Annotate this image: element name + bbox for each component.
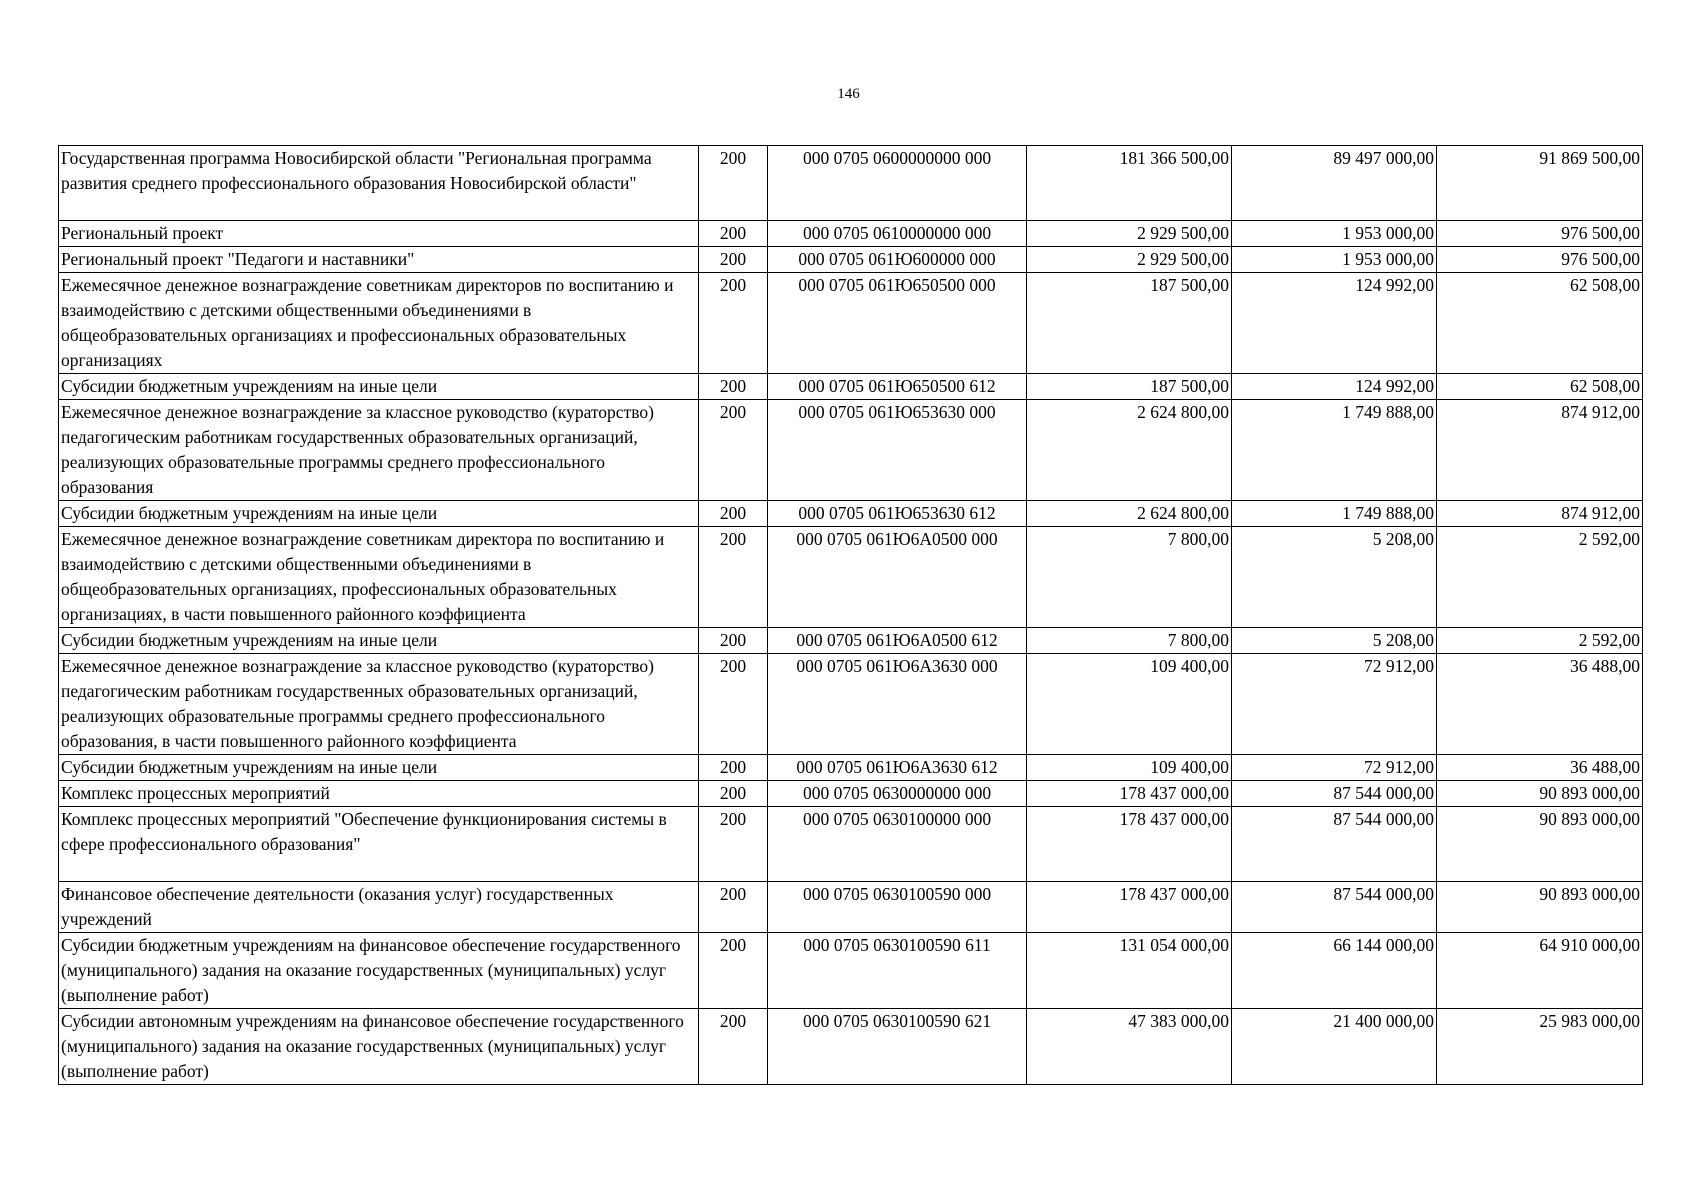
row-classification-code: 000 0705 0630100590 611: [768, 933, 1027, 1009]
row-classification-code: 000 0705 0630000000 000: [768, 781, 1027, 807]
row-sum-3: 90 893 000,00: [1437, 882, 1643, 933]
row-sum-2: 87 544 000,00: [1232, 882, 1437, 933]
row-sum-1: 187 500,00: [1027, 374, 1232, 400]
row-sum-3: 976 500,00: [1437, 221, 1643, 247]
row-code: 200: [699, 628, 768, 654]
row-name: Государственная программа Новосибирской области "Региональная программа развития среднего профессионального образования Новосибирской области": [59, 146, 699, 221]
row-name: Ежемесячное денежное вознаграждение советникам директора по воспитанию и взаимодействию с детскими общественными объединениями в общеобразовательных организациях, профессиональных образовательных организациях, в части повышенного районного коэффициента: [59, 527, 699, 628]
row-name: Субсидии бюджетным учреждениям на финансовое обеспечение государственного (муниципального) задания на оказание государственных (муниципальных) услуг (выполнение работ): [59, 933, 699, 1009]
row-code: 200: [699, 654, 768, 755]
page-number: 146: [837, 86, 860, 102]
table-row: [59, 527, 1643, 628]
row-classification-code: 000 0705 0610000000 000: [768, 221, 1027, 247]
row-name: Региональный проект: [59, 221, 699, 247]
row-name: Региональный проект "Педагоги и наставники": [59, 247, 699, 273]
row-sum-3: 976 500,00: [1437, 247, 1643, 273]
row-classification-code: 000 0705 061Ю600000 000: [768, 247, 1027, 273]
row-sum-2: 1 953 000,00: [1232, 221, 1437, 247]
table-body: [59, 146, 1643, 1085]
row-code: 200: [699, 247, 768, 273]
table-row: [59, 882, 1643, 933]
row-name: Субсидии бюджетным учреждениям на иные цели: [59, 755, 699, 781]
row-name: Субсидии бюджетным учреждениям на иные цели: [59, 628, 699, 654]
row-code: 200: [699, 527, 768, 628]
row-code: 200: [699, 400, 768, 501]
row-sum-3: 90 893 000,00: [1437, 807, 1643, 882]
row-sum-2: 124 992,00: [1232, 273, 1437, 374]
row-sum-1: 109 400,00: [1027, 654, 1232, 755]
row-classification-code: 000 0705 061Ю650500 612: [768, 374, 1027, 400]
row-sum-1: 2 929 500,00: [1027, 221, 1232, 247]
row-sum-1: 2 624 800,00: [1027, 501, 1232, 527]
row-name: Субсидии бюджетным учреждениям на иные цели: [59, 501, 699, 527]
row-classification-code: 000 0705 0600000000 000: [768, 146, 1027, 221]
row-name: Финансовое обеспечение деятельности (оказания услуг) государственных учреждений: [59, 882, 699, 933]
row-sum-2: 5 208,00: [1232, 628, 1437, 654]
table-row: [59, 221, 1643, 247]
row-classification-code: 000 0705 0630100590 621: [768, 1009, 1027, 1085]
row-classification-code: 000 0705 061Ю6А0500 612: [768, 628, 1027, 654]
row-classification-code: 000 0705 061Ю6А3630 612: [768, 755, 1027, 781]
row-sum-2: 1 953 000,00: [1232, 247, 1437, 273]
row-sum-1: 178 437 000,00: [1027, 781, 1232, 807]
table-row: [59, 247, 1643, 273]
row-sum-3: 62 508,00: [1437, 273, 1643, 374]
row-sum-1: 2 929 500,00: [1027, 247, 1232, 273]
table-row: [59, 781, 1643, 807]
row-sum-3: 874 912,00: [1437, 400, 1643, 501]
row-sum-1: 47 383 000,00: [1027, 1009, 1232, 1085]
row-sum-2: 21 400 000,00: [1232, 1009, 1437, 1085]
row-name: Субсидии автономным учреждениям на финансовое обеспечение государственного (муниципального) задания на оказание государственных (муниципальных) услуг (выполнение работ): [59, 1009, 699, 1085]
table-row: [59, 273, 1643, 374]
row-name: Ежемесячное денежное вознаграждение советникам директоров по воспитанию и взаимодействию с детскими общественными объединениями в общеобразовательных организациях и профессиональных образовательных организациях: [59, 273, 699, 374]
row-sum-3: 2 592,00: [1437, 527, 1643, 628]
row-sum-3: 2 592,00: [1437, 628, 1643, 654]
table-row: [59, 146, 1643, 221]
row-classification-code: 000 0705 061Ю6А3630 000: [768, 654, 1027, 755]
row-sum-2: 72 912,00: [1232, 654, 1437, 755]
row-code: 200: [699, 807, 768, 882]
row-sum-3: 36 488,00: [1437, 755, 1643, 781]
row-name: Комплекс процессных мероприятий "Обеспечение функционирования системы в сфере профессионального образования": [59, 807, 699, 882]
row-sum-1: 187 500,00: [1027, 273, 1232, 374]
row-sum-1: 131 054 000,00: [1027, 933, 1232, 1009]
row-sum-1: 7 800,00: [1027, 527, 1232, 628]
row-sum-3: 91 869 500,00: [1437, 146, 1643, 221]
row-sum-3: 874 912,00: [1437, 501, 1643, 527]
row-classification-code: 000 0705 061Ю6А0500 000: [768, 527, 1027, 628]
row-classification-code: 000 0705 061Ю653630 612: [768, 501, 1027, 527]
table-row: [59, 933, 1643, 1009]
row-sum-3: 62 508,00: [1437, 374, 1643, 400]
row-code: 200: [699, 501, 768, 527]
row-code: 200: [699, 1009, 768, 1085]
table-row: [59, 374, 1643, 400]
table-row: [59, 1009, 1643, 1085]
row-name: Ежемесячное денежное вознаграждение за классное руководство (кураторство) педагогическим работникам государственных образовательных организаций, реализующих образовательные программы среднего профессионального образования, в части повышенного районного коэффициента: [59, 654, 699, 755]
row-classification-code: 000 0705 0630100590 000: [768, 882, 1027, 933]
row-code: 200: [699, 882, 768, 933]
table-row: [59, 400, 1643, 501]
row-sum-1: 2 624 800,00: [1027, 400, 1232, 501]
row-code: 200: [699, 221, 768, 247]
row-sum-2: 1 749 888,00: [1232, 501, 1437, 527]
row-sum-1: 7 800,00: [1027, 628, 1232, 654]
row-classification-code: 000 0705 061Ю650500 000: [768, 273, 1027, 374]
row-sum-2: 72 912,00: [1232, 755, 1437, 781]
table-row: [59, 755, 1643, 781]
row-name: Комплекс процессных мероприятий: [59, 781, 699, 807]
row-sum-2: 87 544 000,00: [1232, 781, 1437, 807]
row-sum-1: 181 366 500,00: [1027, 146, 1232, 221]
table-row: [59, 807, 1643, 882]
row-sum-1: 178 437 000,00: [1027, 807, 1232, 882]
row-classification-code: 000 0705 0630100000 000: [768, 807, 1027, 882]
row-sum-2: 87 544 000,00: [1232, 807, 1437, 882]
row-code: 200: [699, 781, 768, 807]
row-name: Субсидии бюджетным учреждениям на иные цели: [59, 374, 699, 400]
row-sum-2: 124 992,00: [1232, 374, 1437, 400]
row-sum-2: 1 749 888,00: [1232, 400, 1437, 501]
row-sum-1: 178 437 000,00: [1027, 882, 1232, 933]
row-code: 200: [699, 933, 768, 1009]
row-code: 200: [699, 755, 768, 781]
row-code: 200: [699, 374, 768, 400]
row-classification-code: 000 0705 061Ю653630 000: [768, 400, 1027, 501]
table-row: [59, 654, 1643, 755]
row-sum-2: 66 144 000,00: [1232, 933, 1437, 1009]
row-sum-3: 90 893 000,00: [1437, 781, 1643, 807]
row-sum-3: 25 983 000,00: [1437, 1009, 1643, 1085]
row-sum-2: 89 497 000,00: [1232, 146, 1437, 221]
row-sum-3: 36 488,00: [1437, 654, 1643, 755]
table-row: [59, 501, 1643, 527]
row-sum-3: 64 910 000,00: [1437, 933, 1643, 1009]
row-sum-1: 109 400,00: [1027, 755, 1232, 781]
table-row: [59, 628, 1643, 654]
budget-table: [58, 145, 1643, 1085]
row-sum-2: 5 208,00: [1232, 527, 1437, 628]
row-name: Ежемесячное денежное вознаграждение за классное руководство (кураторство) педагогическим работникам государственных образовательных организаций, реализующих образовательные программы среднего профессионального образования: [59, 400, 699, 501]
row-code: 200: [699, 146, 768, 221]
row-code: 200: [699, 273, 768, 374]
